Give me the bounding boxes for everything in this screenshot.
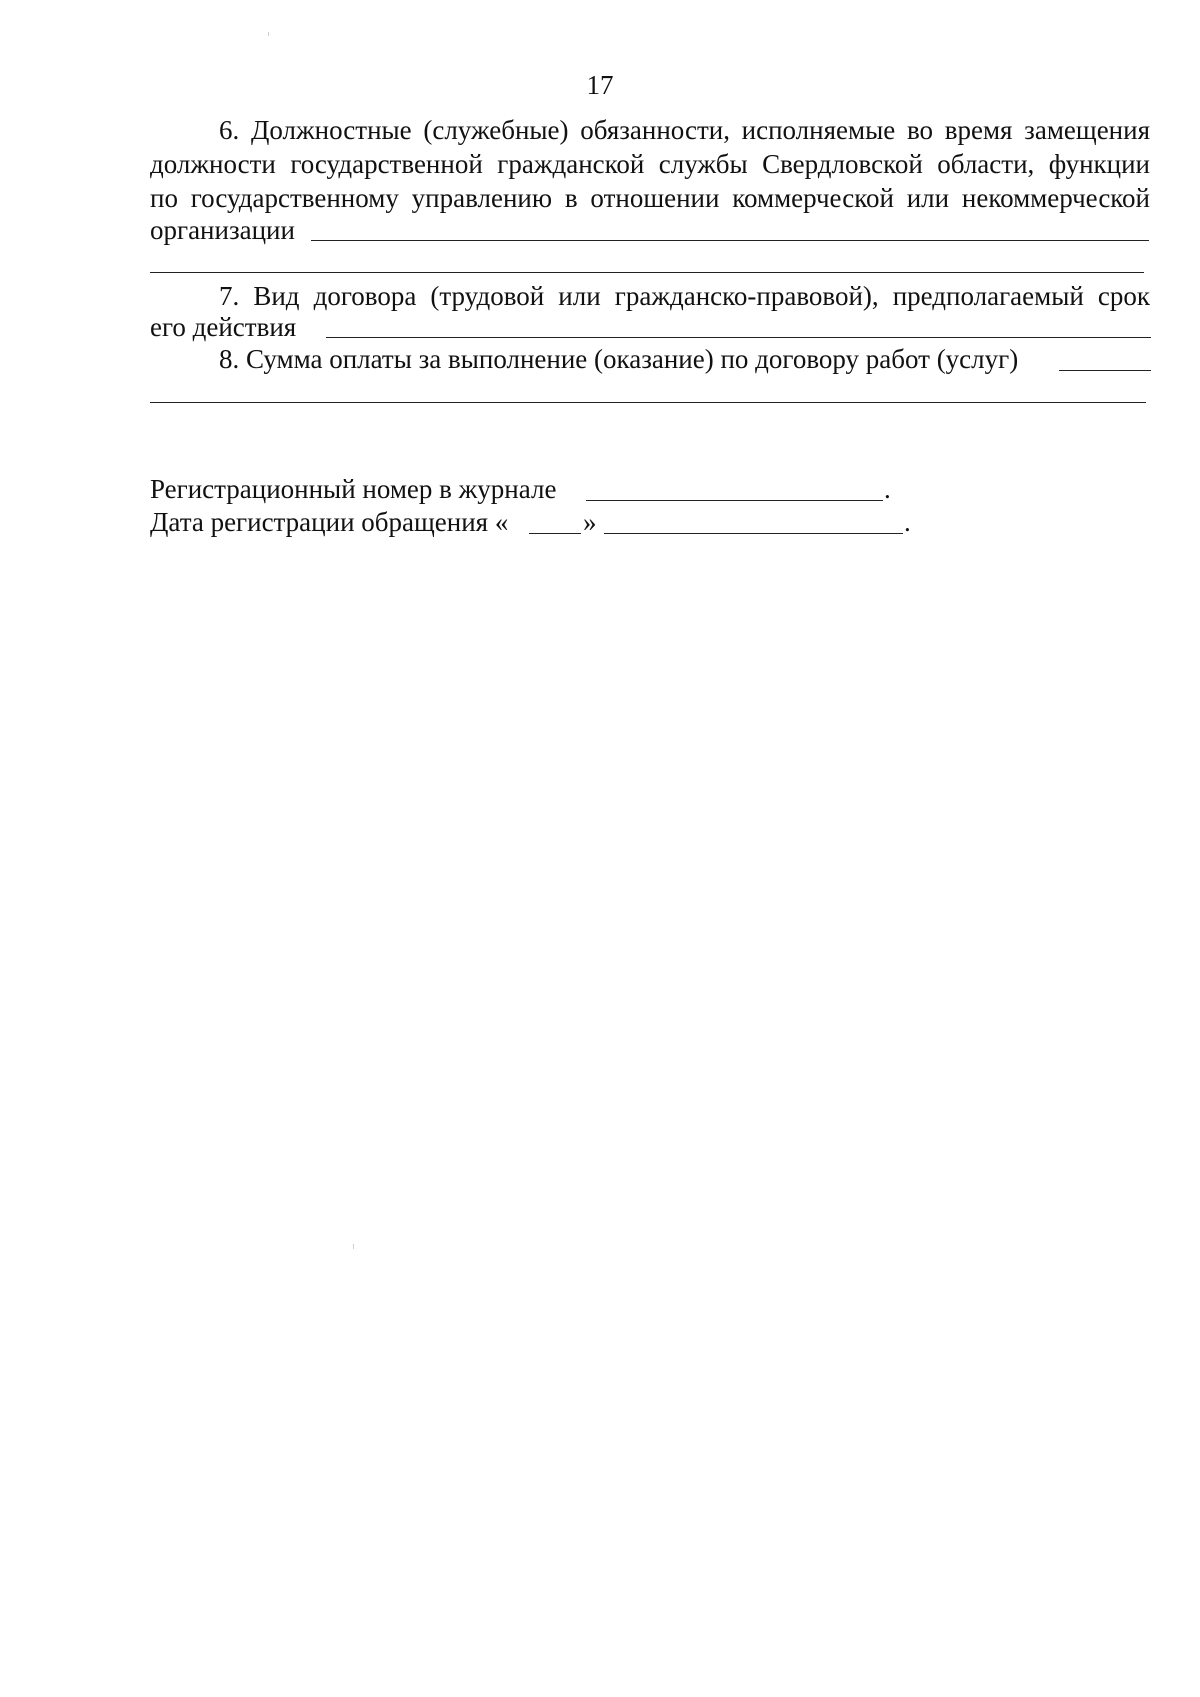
item-6-line-4: организации xyxy=(150,215,295,245)
item-6-answer-line-2[interactable] xyxy=(150,272,1144,273)
item-8-line-1: 8. Сумма оплаты за выполнение (оказание) по договору работ (услуг) xyxy=(219,344,1019,374)
scan-speck xyxy=(353,1244,354,1249)
scan-speck xyxy=(268,32,269,36)
registration-date-period: . xyxy=(904,507,911,537)
item-7-line-2: его действия xyxy=(150,312,297,342)
item-6-line-3: по государственному управлению в отношении коммерческой или некоммерческой xyxy=(150,183,1150,213)
item-7-answer-line[interactable] xyxy=(326,337,1151,338)
page-number: 17 xyxy=(586,70,614,100)
registration-number-field[interactable] xyxy=(586,500,883,501)
registration-number-label: Регистрационный номер в журнале xyxy=(150,474,557,504)
item-6-answer-line-1[interactable] xyxy=(311,240,1149,241)
registration-day-field[interactable] xyxy=(529,533,581,534)
item-6-line-2: должности государственной гражданской службы Свердловской области, функции xyxy=(150,149,1150,179)
registration-date-label: Дата регистрации обращения « xyxy=(150,507,509,537)
registration-date-close-quote: » xyxy=(583,507,597,537)
item-8-answer-line-2[interactable] xyxy=(150,402,1146,403)
item-8-answer-line-1[interactable] xyxy=(1059,370,1151,371)
registration-number-period: . xyxy=(884,474,891,504)
registration-month-year-field[interactable] xyxy=(604,533,903,534)
item-6-line-1: 6. Должностные (служебные) обязанности, исполняемые во время замещения xyxy=(219,115,1150,145)
item-7-line-1: 7. Вид договора (трудовой или гражданско-правовой), предполагаемый срок xyxy=(219,281,1150,311)
